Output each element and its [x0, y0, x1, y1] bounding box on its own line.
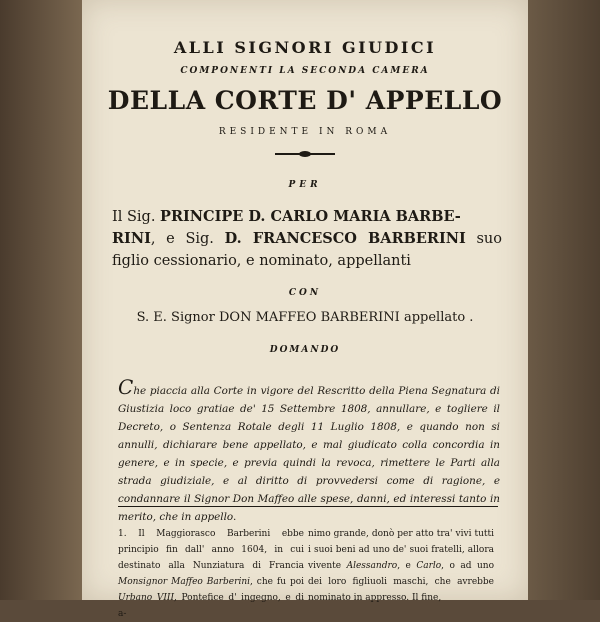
- body-column-2: [308, 526, 494, 606]
- book-right-edge: [528, 0, 600, 600]
- col1-text-c: , che fu poi: [250, 577, 304, 587]
- parties-text-2: , e Sig.: [150, 231, 225, 247]
- col2-text-d: Carlo: [416, 561, 442, 571]
- appellants-paragraph: [112, 206, 502, 272]
- document-page: [82, 0, 528, 619]
- appellee-pre: S. E. Signor: [136, 310, 219, 325]
- heading-line-3: DELLA CORTE D' APPELLO: [107, 86, 503, 115]
- col2-text-a: nimo grande, donò per atto tra' vivi tutti i suoi beni ad uno de' suoi fratelli, allora vivente: [308, 529, 494, 571]
- parties-text-1: Il Sig.: [112, 209, 161, 225]
- petition-text: he piaccia alla Corte in vigore del Rescritto della Piena Segnatura di Giustizia loco gratiae de' 15 Settembre 1808, annullare, e togliere il Decreto, o Sentenza Rotale degli 11 Luglio 1808, e quando non si annulli, dichiarare bene appellato, e mal giudicato colla concordia in genere, e in specie, e previa quindi la revoca, rimettere le Parti alla strada giudiziale, e al diritto di provvedersi come di ragione, e condannare il Signor Don Maffeo alle spese, danni, ed interessi tanto in merito, che in appello.: [118, 385, 500, 523]
- appellee-post: appellato .: [399, 310, 474, 325]
- heading-line-4: RESIDENTE IN ROMA: [218, 127, 392, 137]
- con-label: CON: [288, 288, 322, 298]
- col1-text-e: , Pontefice d' ingegno, e di a-: [118, 593, 304, 619]
- col1-text-a: 1. Il Maggiorasco Barberini ebbe principio fin dall' anno 1604, in cui destinato alla Nunziatura di Francia: [118, 529, 304, 571]
- heading-line-2: COMPONENTI LA SECONDA CAMERA: [180, 66, 430, 76]
- heading-line-1: ALLI SIGNORI GIUDICI: [173, 38, 437, 57]
- ornamental-rule: [275, 153, 335, 155]
- drop-cap: C: [118, 375, 134, 399]
- parties-name-2: D. FRANCESCO BARBERINI: [224, 230, 466, 247]
- col1-text-d: Urbano VIII: [118, 593, 175, 603]
- col1-text-b: Monsignor Maffeo Barberini: [118, 577, 250, 587]
- appellee-name: DON MAFFEO BARBERINI: [218, 310, 400, 325]
- parties-text-3: suo figlio cessionario, e nominato, appellanti: [112, 231, 502, 269]
- per-label: PER: [288, 180, 322, 190]
- col2-text-e: , o ad uno dei loro figliuoli maschi, che avrebbe nominato in appresso. Il fine,: [308, 561, 494, 603]
- section-divider: [118, 506, 498, 507]
- petition-paragraph: [118, 375, 500, 526]
- book-left-edge: [0, 0, 82, 600]
- domando-label: DOMANDO: [269, 345, 341, 355]
- col2-text-c: , e: [397, 561, 417, 571]
- col2-text-b: Alessandro: [346, 561, 398, 571]
- appellee-line: [82, 310, 528, 325]
- parties-name-1b: RINI: [112, 230, 151, 247]
- parties-name-1: PRINCIPE D. CARLO MARIA BARBE-: [160, 208, 461, 225]
- body-column-1: [118, 526, 304, 622]
